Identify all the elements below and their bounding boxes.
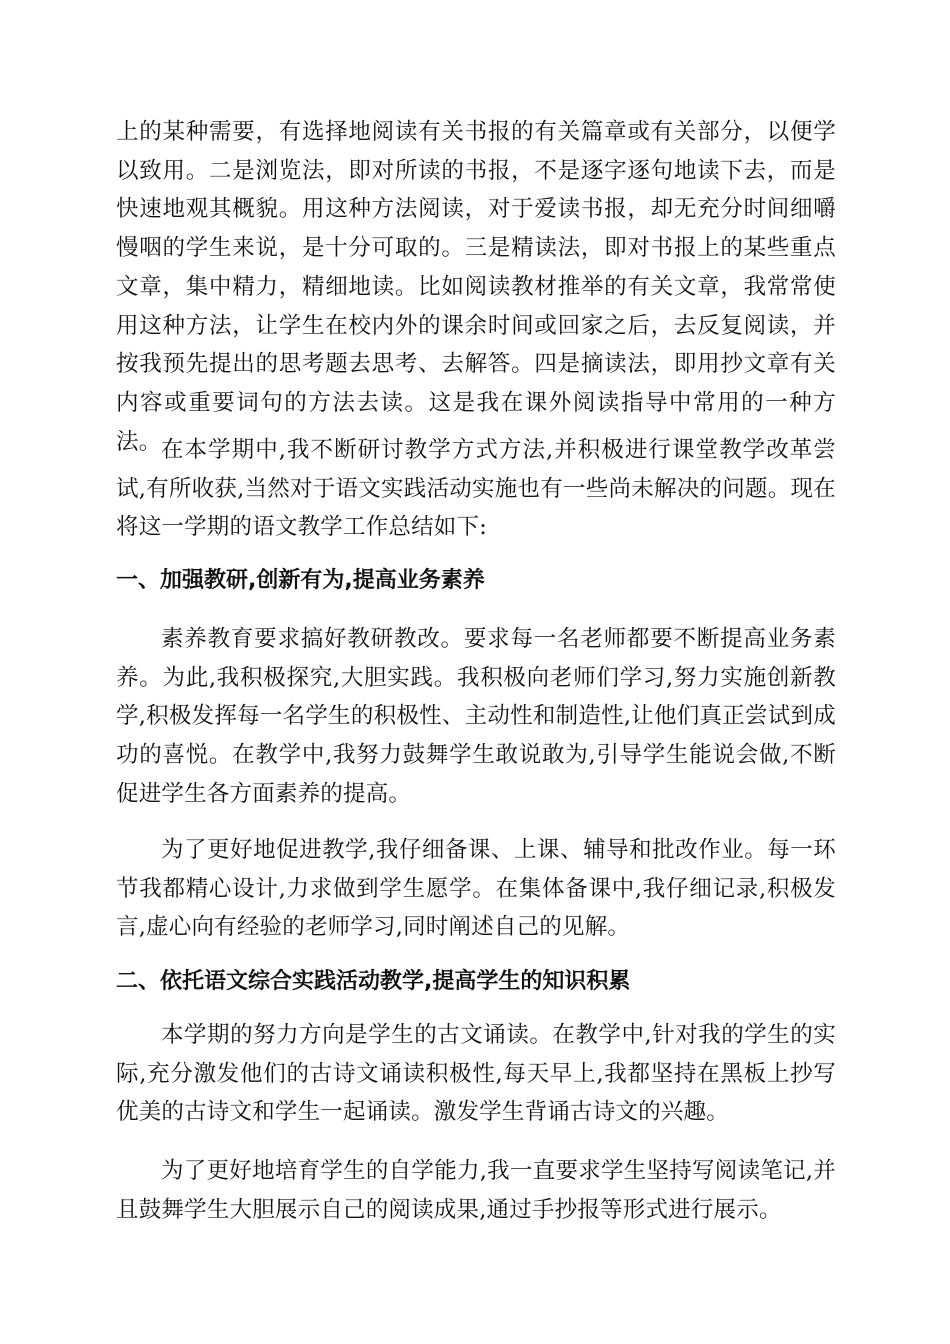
paragraph-teaching-research: 素养教育要求搞好教研教改。要求每一名老师都要不断提高业务素养。为此,我积极探究,大胆实践。我积极向老师们学习,努力实施创新教学,积极发挥每一名学生的积极性、主动性和制造性,让他们真正尝试到成功的喜悦。在教学中,我努力鼓舞学生敢说敢为,引导学生能说会做,不断促进学生各方面素养的提高。	[116, 626, 836, 807]
paragraph-semester-intro: 在本学期中,我不断研讨教学方式方法,并积极进行课堂教学改革尝试,有所收获,当然对于语文实践活动实施也有一些尚未解决的问题。现在将这一学期的语文教学工作总结如下:	[116, 437, 836, 541]
paragraph-reading-methods: 上的某种需要，有选择地阅读有关书报的有关篇章或有关部分，以便学以致用。二是浏览法，即对所读的书报，不是逐字逐句地读下去，而是快速地观其概貌。用这种方法阅读，对于爱读书报，却无充分时间细嚼慢咽的学生来说，是十分可取的。三是精读法，即对书报上的某些重点文章，集中精力，精细地读。比如阅读教材推举的有关文章，我常常使用这种方法，让学生在校内外的课余时间或回家之后，去反复阅读，并按我预先提出的思考题去思考、去解答。四是摘读法，即用抄文章有关内容或重要词句的方法去读。这是我在课外阅读指导中常用的一种方法。	[116, 119, 836, 455]
section-heading-1: 一、加强教研,创新有为,提高业务素养	[116, 568, 485, 593]
section-heading-2: 二、依托语文综合实践活动教学,提高学生的知识积累	[116, 969, 631, 994]
paragraph-lesson-preparation: 为了更好地促进教学,我仔细备课、上课、辅导和批改作业。每一环节我都精心设计,力求做到学生愿学。在集体备课中,我仔细记录,积极发言,虚心向有经验的老师学习,同时阐述自己的见解。	[116, 837, 836, 941]
paragraph-classical-recitation: 本学期的努力方向是学生的古文诵读。在教学中,针对我的学生的实际,充分激发他们的古诗文诵读积极性,每天早上,我都坚持在黑板上抄写优美的古诗文和学生一起诵读。激发学生背诵古诗文的兴趣。	[116, 1022, 836, 1126]
paragraph-reading-notes: 为了更好地培育学生的自学能力,我一直要求学生坚持写阅读笔记,并且鼓舞学生大胆展示自己的阅读成果,通过手抄报等形式进行展示。	[116, 1158, 836, 1223]
